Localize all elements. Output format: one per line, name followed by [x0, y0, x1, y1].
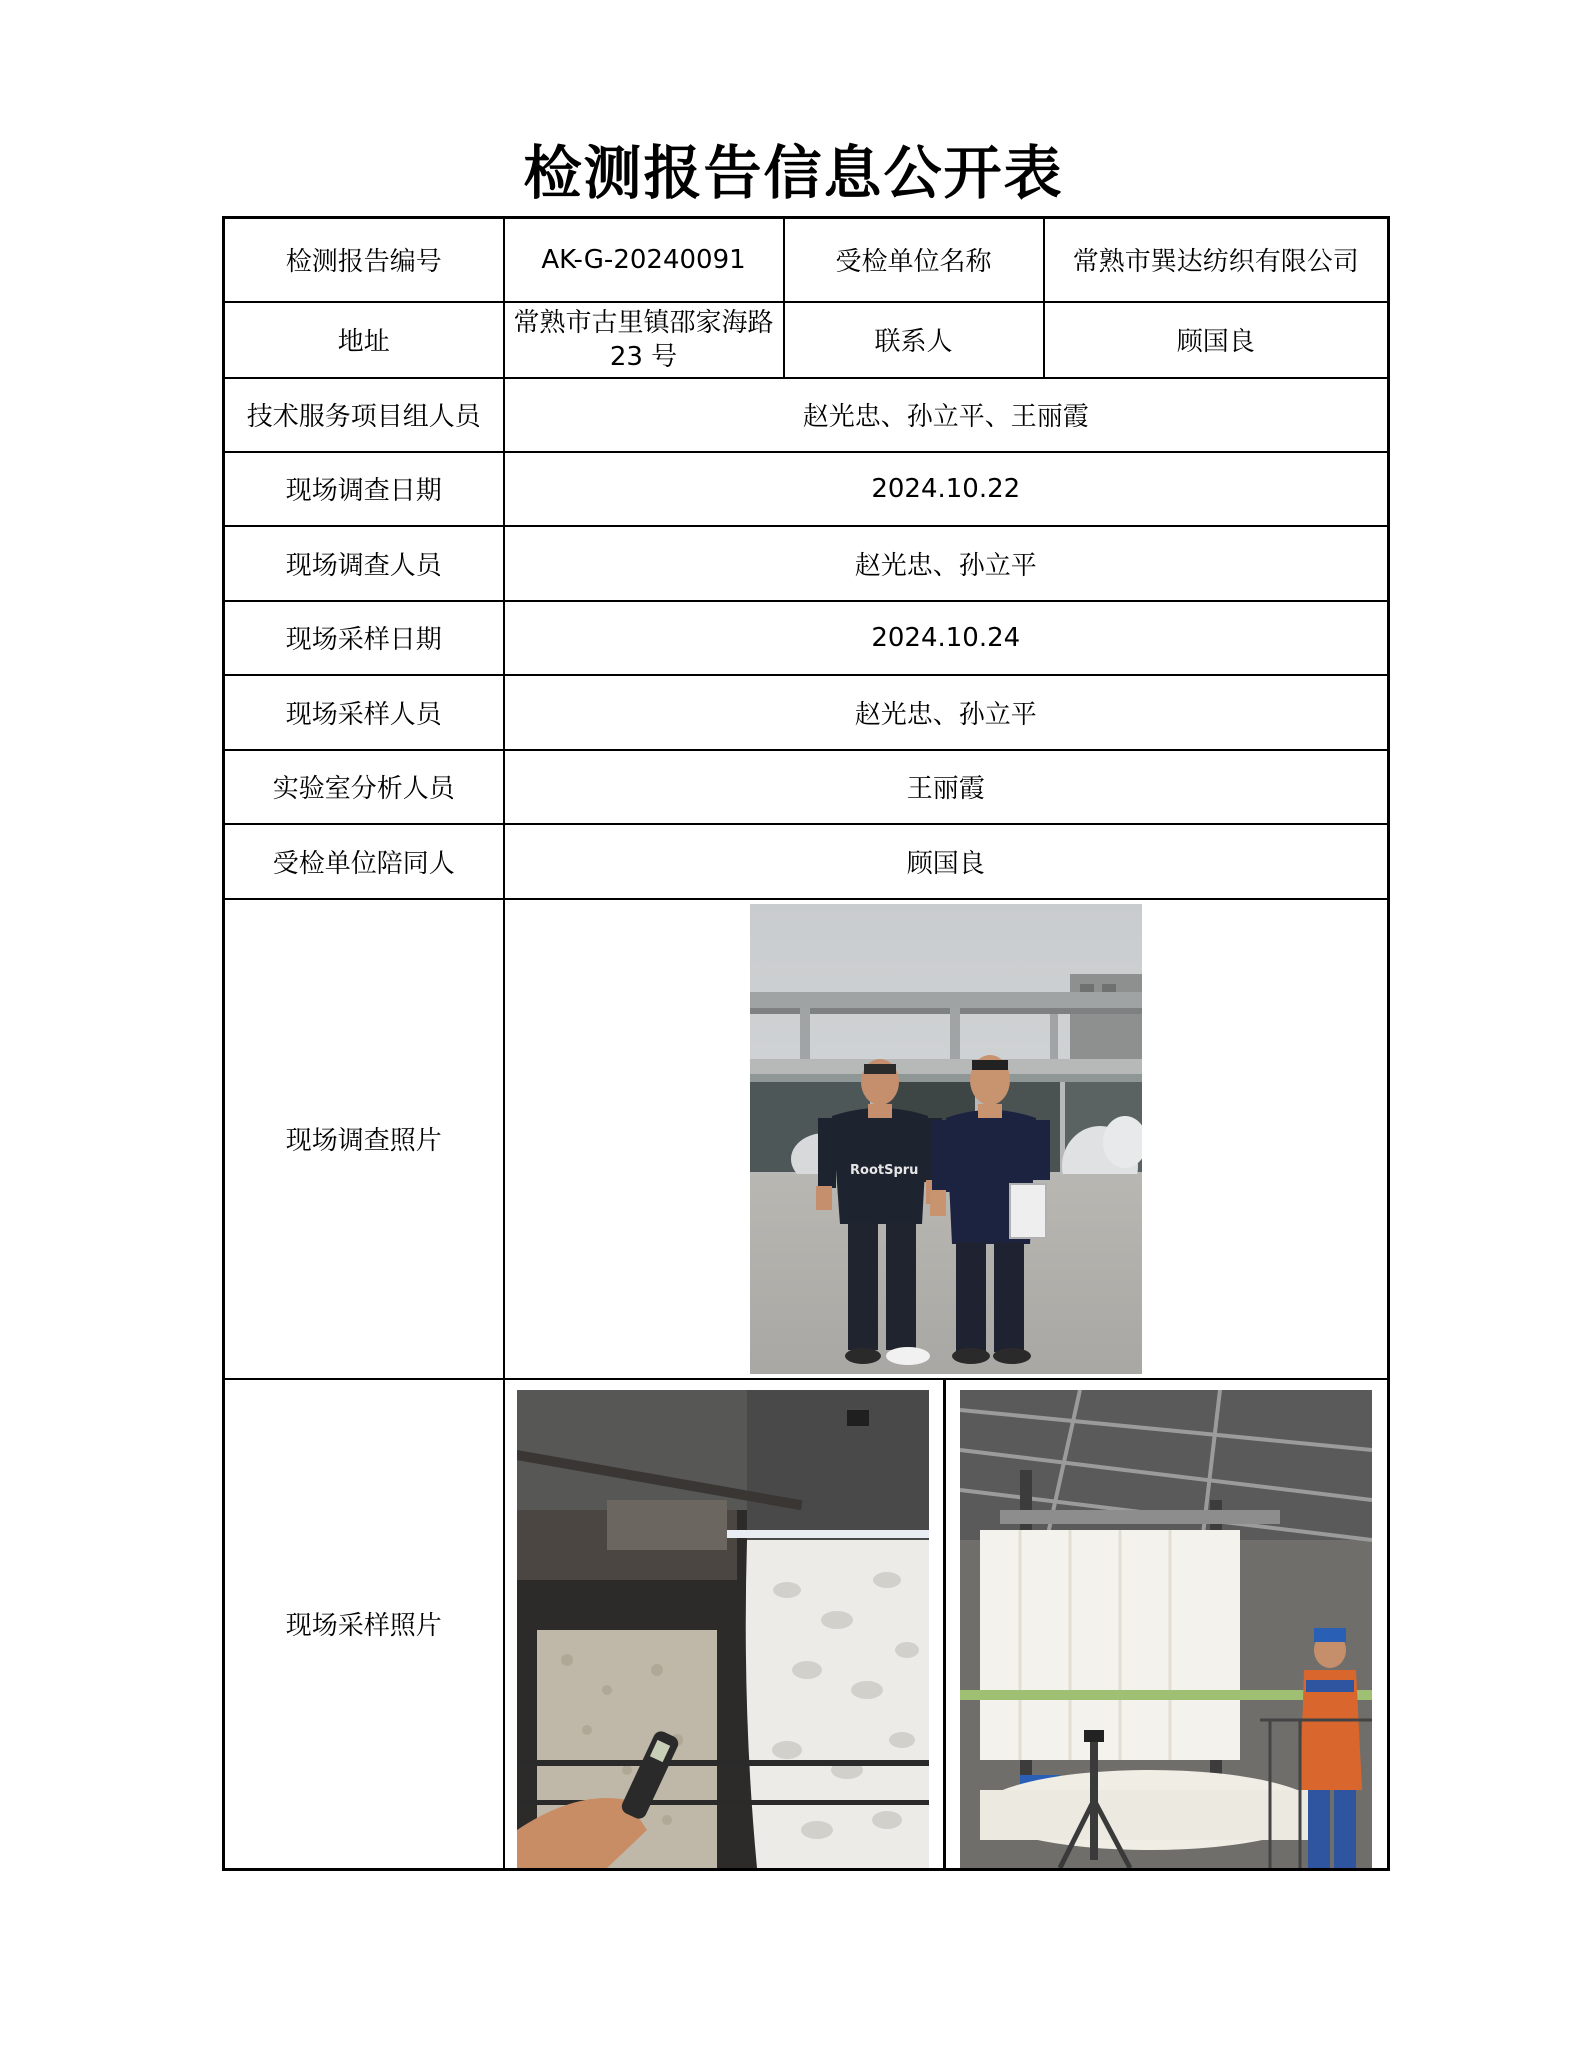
unit-name-value: 常熟市巽达纺织有限公司: [1044, 218, 1389, 302]
team-value: 赵光忠、孙立平、王丽霞: [504, 378, 1389, 452]
address-label: 地址: [224, 302, 504, 378]
row-address: [224, 302, 1389, 378]
row-sampling-date: [224, 601, 1389, 675]
report-no-label: 检测报告编号: [224, 218, 504, 302]
contact-value: 顾国良: [1044, 302, 1389, 378]
row-survey-date: [224, 452, 1389, 526]
row-report-no: [224, 218, 1389, 302]
address-value: 常熟市古里镇邵家海路 23 号: [504, 302, 784, 378]
report-table: [222, 216, 1390, 1871]
sampling-staff-label: 现场采样人员: [224, 675, 504, 750]
row-team: [224, 378, 1389, 452]
survey-photo-image: [750, 904, 1142, 1374]
escort-label: 受检单位陪同人: [224, 824, 504, 899]
row-escort: [224, 824, 1389, 899]
sampling-staff-value: 赵光忠、孙立平: [504, 675, 1389, 750]
row-lab-staff: [224, 750, 1389, 824]
survey-staff-label: 现场调查人员: [224, 526, 504, 601]
row-survey-photo: [224, 899, 1389, 1379]
sampling-photo-divider: [943, 1380, 946, 1868]
page-title: 检测报告信息公开表: [523, 139, 1064, 207]
sampling-photo-2-image: [960, 1390, 1372, 1868]
row-sampling-staff: [224, 675, 1389, 750]
sampling-photo-wrap: [505, 1380, 1388, 1868]
sampling-photo-label: 现场采样照片: [224, 1379, 504, 1870]
survey-photo-cell: [504, 899, 1389, 1379]
report-no-value: AK-G-20240091: [504, 218, 784, 302]
row-sampling-photo: [224, 1379, 1389, 1870]
team-label: 技术服务项目组人员: [224, 378, 504, 452]
survey-shirt-text: RootSpru: [849, 1162, 919, 1178]
row-survey-staff: [224, 526, 1389, 601]
survey-staff-value: 赵光忠、孙立平: [504, 526, 1389, 601]
sampling-photo-1: [517, 1390, 929, 1868]
unit-name-label: 受检单位名称: [784, 218, 1044, 302]
survey-photo-label: 现场调查照片: [224, 899, 504, 1379]
contact-label: 联系人: [784, 302, 1044, 378]
sampling-photo-1-image: [517, 1390, 929, 1868]
lab-staff-label: 实验室分析人员: [224, 750, 504, 824]
sampling-photo-cell: [504, 1379, 1389, 1870]
sampling-date-label: 现场采样日期: [224, 601, 504, 675]
survey-date-value: 2024.10.22: [504, 452, 1389, 526]
sampling-date-value: 2024.10.24: [504, 601, 1389, 675]
survey-date-label: 现场调查日期: [224, 452, 504, 526]
survey-photo: [750, 904, 1142, 1374]
escort-value: 顾国良: [504, 824, 1389, 899]
lab-staff-value: 王丽霞: [504, 750, 1389, 824]
sampling-photo-2: [960, 1390, 1372, 1868]
